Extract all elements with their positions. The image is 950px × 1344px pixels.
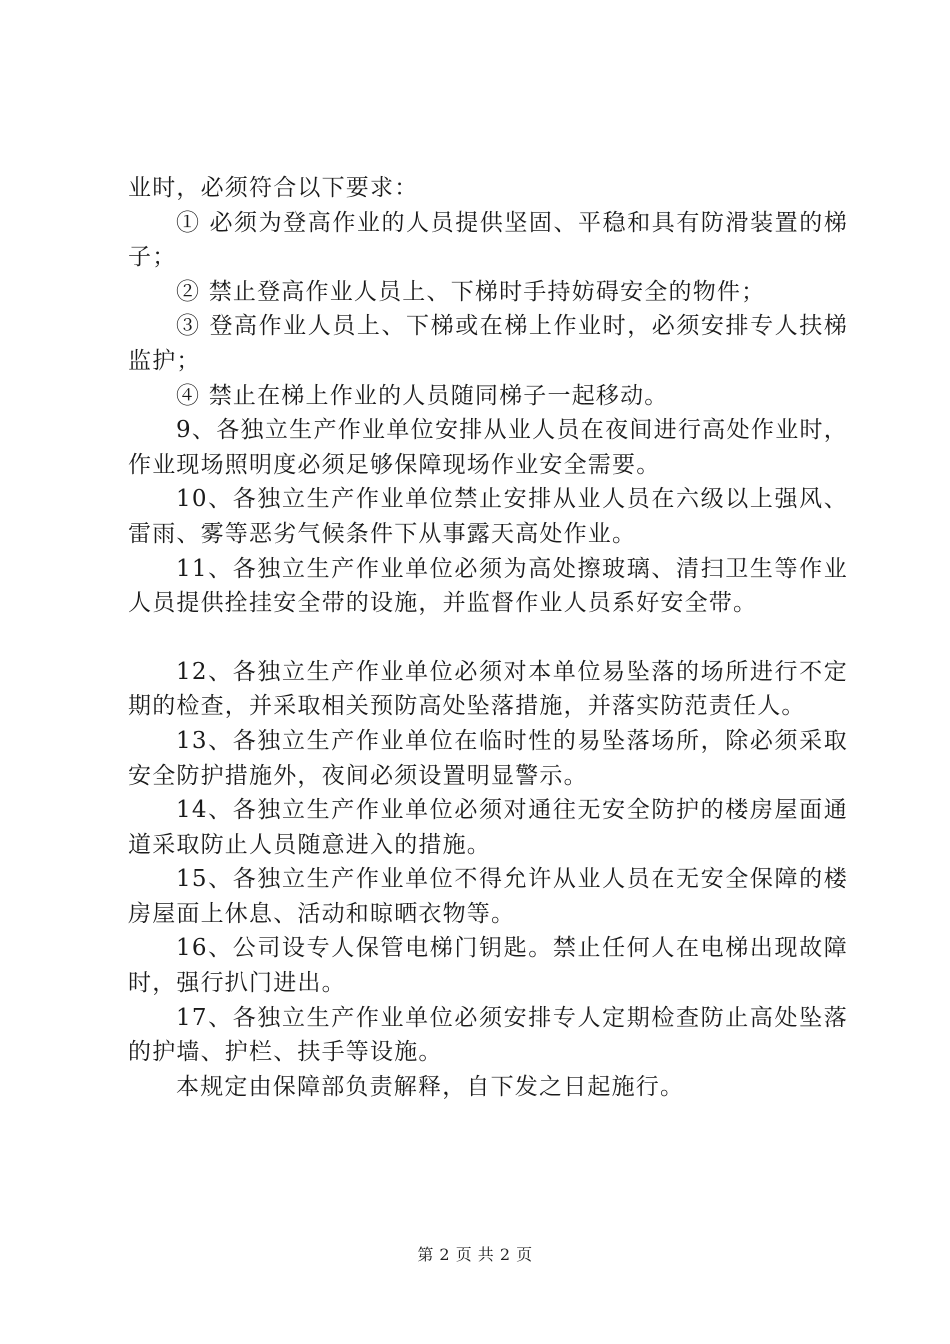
clause-13: 13、各独立生产作业单位在临时性的易坠落场所，除必须采取安全防护措施外，夜间必须设置明显警示。: [128, 727, 848, 789]
requirement-item-3: ③ 登高作业人员上、下梯或在梯上作业时，必须安排专人扶梯监护；: [128, 313, 848, 374]
clause-14: 14、各独立生产作业单位必须对通往无安全防护的楼房屋面通道采取防止人员随意进入的措施。: [128, 797, 848, 858]
clause-10: 10、各独立生产作业单位禁止安排从业人员在六级以上强风、雷雨、雾等恶劣气候条件下从事露天高处作业。: [128, 486, 848, 547]
clause-15: 15、各独立生产作业单位不得允许从业人员在无安全保障的楼房屋面上休息、活动和晾晒衣物等。: [128, 866, 848, 927]
clause-16: 16、公司设专人保管电梯门钥匙。禁止任何人在电梯出现故障时，强行扒门进出。: [128, 935, 848, 997]
page-footer: 第 2 页 共 2 页: [417, 1245, 533, 1264]
clause-12: 12、各独立生产作业单位必须对本单位易坠落的场所进行不定期的检查，并采取相关预防高处坠落措施，并落实防范责任人。: [128, 658, 848, 720]
clause-9: 9、各独立生产作业单位安排从业人员在夜间进行高处作业时，作业现场照明度必须足够保障现场作业安全需要。: [128, 417, 848, 478]
requirement-item-4: ④ 禁止在梯上作业的人员随同梯子一起移动。: [176, 382, 669, 409]
clause-11: 11、各独立生产作业单位必须为高处擦玻璃、清扫卫生等作业人员提供拴挂安全带的设施，并监督作业人员系好安全带。: [128, 555, 848, 617]
requirement-item-2: ② 禁止登高作业人员上、下梯时手持妨碍安全的物件；: [176, 278, 766, 305]
closing-statement: 本规定由保障部负责解释，自下发之日起施行。: [176, 1073, 685, 1100]
paragraph-continuation: 业时，必须符合以下要求：: [128, 175, 419, 201]
document-body: [128, 171, 848, 1104]
requirement-item-1: ① 必须为登高作业的人员提供坚固、平稳和具有防滑装置的梯子；: [128, 209, 848, 271]
paragraph-gap: [128, 621, 848, 655]
clause-17: 17、各独立生产作业单位必须安排专人定期检查防止高处坠落的护墙、护栏、扶手等设施。: [128, 1004, 848, 1066]
